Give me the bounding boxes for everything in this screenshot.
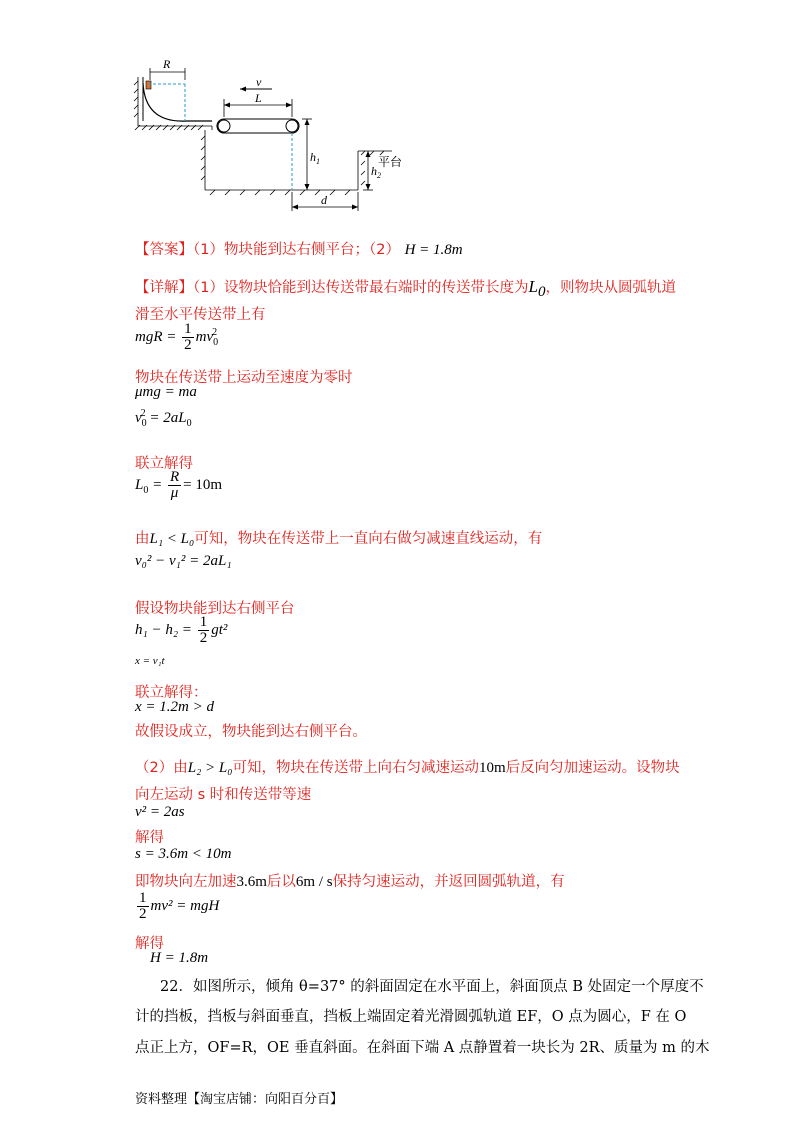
svg-text:h1: $h_1$ xyxy=(310,150,320,166)
equation-7: x = v₁t xyxy=(135,655,165,667)
equation-6: h₁ − h₂ = $\frac{1}{2}$ gt² xyxy=(135,614,228,646)
svg-text:平台: 平台 xyxy=(378,155,403,169)
detail-line-2: 滑至水平传送带上有 xyxy=(135,307,266,323)
svg-text:h2: $h_2$ xyxy=(371,164,381,180)
equation-1: mgR = $\frac{1}{2}$ $mv_0^2$ xyxy=(135,321,219,353)
text-solve-2: 解得 xyxy=(135,936,164,952)
svg-text:R: R xyxy=(163,57,171,71)
text-solve-1: 解得 xyxy=(135,830,164,846)
svg-text:v: v xyxy=(256,75,262,89)
equation-9: v² = 2as xyxy=(135,804,185,820)
equation-10: s = 3.6m < 10m xyxy=(135,846,232,862)
part2-line-2: 向左运动 s 时和传送带等速 xyxy=(135,787,312,803)
part2-line-1: （2）由L₂ > L₀可知，物块在传送带上向右匀减速运动10m后反向匀加速运动。设物块 xyxy=(135,760,680,776)
physics-diagram xyxy=(130,55,430,215)
equation-12: H = 1.8m xyxy=(150,950,209,966)
q22-line-1: 22．如图所示，倾角 θ=37° 的斜面固定在水平面上，斜面顶点 B 处固定一个厚度不 xyxy=(160,979,704,995)
svg-text:d: d xyxy=(321,193,327,207)
text-hold: 故假设成立，物块能到达右侧平台。 xyxy=(135,724,367,740)
text-combine-2: 联立解得： xyxy=(135,685,208,701)
text-stop: 物块在传送带上运动至速度为零时 xyxy=(135,370,353,386)
equation-4: $L_0$ = $\frac{R}{\mu}$ = 10m xyxy=(135,469,223,501)
equation-2: μmg = ma xyxy=(135,384,197,400)
answer-line: 【答案】（1）物块能到达右侧平台；（2） H = 1.8m xyxy=(135,242,463,258)
detail-line-1: 【详解】（1）设物块恰能到达传送带最右端时的传送带长度为$L_0$，则物块从圆弧轨道 xyxy=(135,277,676,300)
equation-8: x = 1.2m > d xyxy=(135,699,214,715)
text-assume: 假设物块能到达右侧平台 xyxy=(135,601,295,617)
q22-line-3: 点正上方，OF=R，OE 垂直斜面。在斜面下端 A 点静置着一块长为 2R、质量为 m 的木 xyxy=(135,1040,710,1056)
equation-11: $\frac{1}{2}$ mv² = mgH xyxy=(139,890,220,922)
text-combine-1: 联立解得 xyxy=(135,456,193,472)
footer-note: 资料整理【淘宝店铺：向阳百分百】 xyxy=(135,1092,344,1107)
text-accel: 即物块向左加速3.6m后以6m / s保持匀速运动，并返回圆弧轨道，有 xyxy=(135,874,565,890)
equation-5: v₀² − v₁² = 2aL₁ xyxy=(135,553,232,569)
text-compare: 由L₁ < L₀可知，物块在传送带上一直向右做匀减速直线运动，有 xyxy=(135,531,543,547)
equation-3: $v_0^2 = 2aL_0$ xyxy=(135,408,192,429)
svg-text:L: L xyxy=(255,91,262,105)
q22-line-2: 计的挡板，挡板与斜面垂直，挡板上端固定着光滑圆弧轨道 EF，O 点为圆心，F 在 O xyxy=(135,1009,687,1025)
